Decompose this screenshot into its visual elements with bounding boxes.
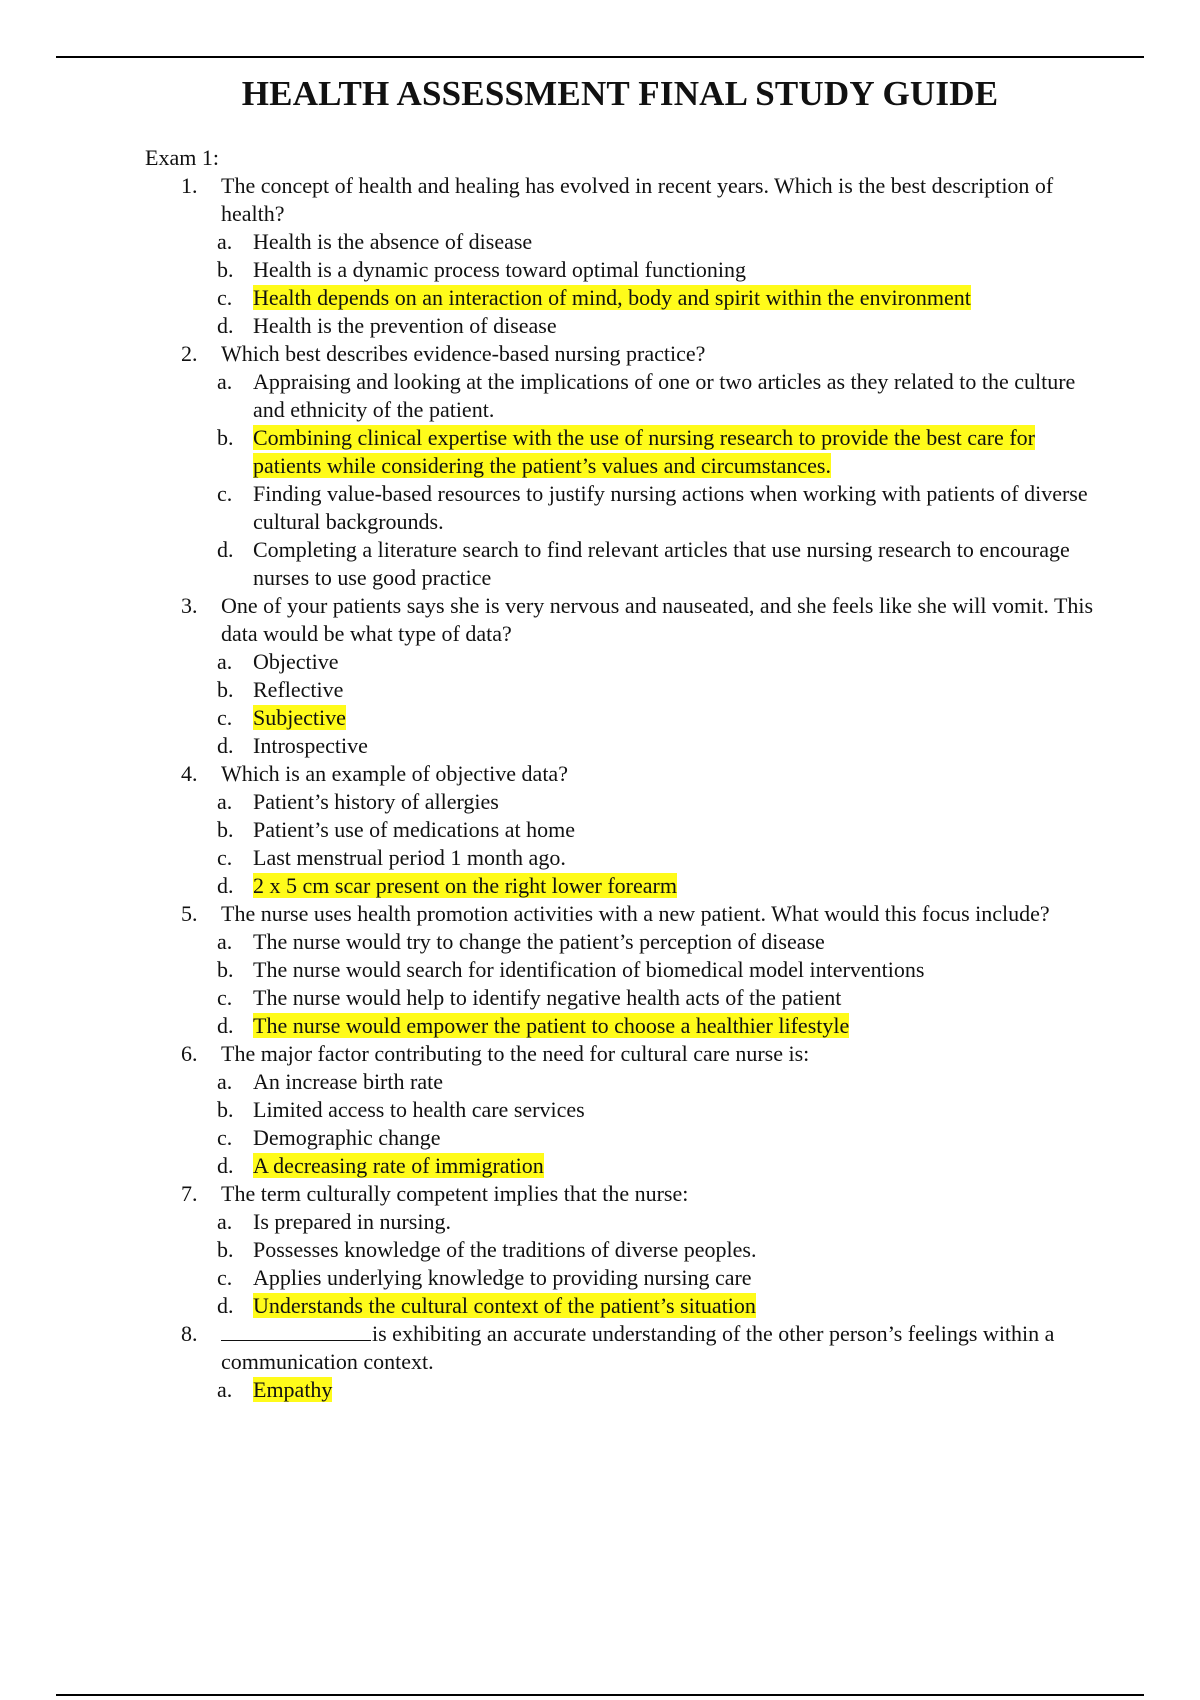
highlighted-answer: Combining clinical expertise with the use of nursing research to provide the best care for patients while considering the patient’s values and circumstances.	[253, 425, 1035, 478]
option-label: c.	[217, 845, 233, 870]
question-list	[145, 172, 1095, 1404]
option-text: Limited access to health care services	[253, 1097, 585, 1122]
answer-option	[217, 480, 1095, 536]
option-text: An increase birth rate	[253, 1069, 443, 1094]
option-text-wrap	[253, 816, 1095, 844]
question-item	[145, 760, 1095, 900]
option-text: Patient’s use of medications at home	[253, 817, 575, 842]
answer-option	[217, 816, 1095, 844]
option-label: a.	[217, 229, 233, 254]
answer-option	[217, 536, 1095, 592]
question-number: 3.	[181, 593, 198, 618]
option-label: d.	[217, 733, 234, 758]
option-label: a.	[217, 789, 233, 814]
highlighted-answer: Understands the cultural context of the patient’s situation	[253, 1293, 756, 1318]
answer-option	[217, 704, 1095, 732]
option-list	[145, 1376, 1095, 1404]
option-text-wrap	[253, 648, 1095, 676]
option-text: The nurse would help to identify negative health acts of the patient	[253, 985, 842, 1010]
option-list	[145, 788, 1095, 900]
option-label: d.	[217, 1293, 234, 1318]
answer-option	[217, 648, 1095, 676]
option-text: Last menstrual period 1 month ago.	[253, 845, 566, 870]
option-label: a.	[217, 929, 233, 954]
question-number: 2.	[181, 341, 198, 366]
answer-option	[217, 256, 1095, 284]
answer-option	[217, 1376, 1095, 1404]
question-item	[145, 340, 1095, 592]
option-label: c.	[217, 705, 233, 730]
answer-option	[217, 676, 1095, 704]
highlighted-answer: Empathy	[253, 1377, 333, 1402]
option-list	[145, 1208, 1095, 1320]
answer-option	[217, 928, 1095, 956]
answer-option	[217, 1264, 1095, 1292]
answer-option	[217, 1236, 1095, 1264]
option-text: Possesses knowledge of the traditions of diverse peoples.	[253, 1237, 757, 1262]
question-number: 1.	[181, 173, 198, 198]
question-item	[145, 592, 1095, 760]
question-item	[145, 1180, 1095, 1320]
option-text-wrap	[253, 1292, 1095, 1320]
option-text: Health is the prevention of disease	[253, 313, 557, 338]
option-text-wrap	[253, 1124, 1095, 1152]
option-text: The nurse would try to change the patient’s perception of disease	[253, 929, 825, 954]
option-text-wrap	[253, 704, 1095, 732]
answer-option	[217, 1012, 1095, 1040]
option-text: Finding value-based resources to justify nursing actions when working with patients of diverse cultural backgrounds.	[253, 481, 1088, 534]
option-text-wrap	[253, 368, 1095, 424]
option-text-wrap	[253, 676, 1095, 704]
option-text: Objective	[253, 649, 339, 674]
option-text-wrap	[253, 872, 1095, 900]
option-text: Is prepared in nursing.	[253, 1209, 451, 1234]
question-text	[221, 1320, 1095, 1376]
option-text-wrap	[253, 1376, 1095, 1404]
answer-option	[217, 788, 1095, 816]
option-text-wrap	[253, 788, 1095, 816]
option-text-wrap	[253, 1012, 1095, 1040]
answer-option	[217, 228, 1095, 256]
option-label: d.	[217, 1013, 234, 1038]
option-label: b.	[217, 957, 234, 982]
option-label: b.	[217, 817, 234, 842]
answer-option	[217, 1152, 1095, 1180]
option-text: Introspective	[253, 733, 368, 758]
question-number: 5.	[181, 901, 198, 926]
option-label: c.	[217, 1125, 233, 1150]
option-label: a.	[217, 1069, 233, 1094]
question-text-content: is exhibiting an accurate understanding of the other person’s feelings within a communication context.	[221, 1321, 1055, 1374]
option-text: Health is a dynamic process toward optimal functioning	[253, 257, 747, 282]
option-label: b.	[217, 425, 234, 450]
option-text-wrap	[253, 536, 1095, 592]
document-body	[145, 144, 1095, 1404]
question-row	[145, 172, 1095, 228]
option-label: d.	[217, 313, 234, 338]
option-label: a.	[217, 1209, 233, 1234]
question-number: 7.	[181, 1181, 198, 1206]
document-title: HEALTH ASSESSMENT FINAL STUDY GUIDE	[241, 74, 999, 113]
option-list	[145, 368, 1095, 592]
option-text-wrap	[253, 1264, 1095, 1292]
highlighted-answer: Health depends on an interaction of mind, body and spirit within the environment	[253, 285, 971, 310]
option-label: b.	[217, 1237, 234, 1262]
option-text-wrap	[253, 424, 1095, 480]
option-text-wrap	[253, 984, 1095, 1012]
option-label: c.	[217, 985, 233, 1010]
highlighted-answer: The nurse would empower the patient to choose a healthier lifestyle	[253, 1013, 850, 1038]
answer-option	[217, 872, 1095, 900]
answer-option	[217, 1068, 1095, 1096]
question-row	[145, 1180, 1095, 1208]
option-label: c.	[217, 481, 233, 506]
option-text: Patient’s history of allergies	[253, 789, 499, 814]
bottom-rule	[56, 1694, 1144, 1696]
section-label: Exam 1:	[145, 145, 219, 170]
answer-option	[217, 984, 1095, 1012]
answer-option	[217, 424, 1095, 480]
question-number: 8.	[181, 1321, 198, 1346]
question-row	[145, 592, 1095, 648]
question-text: The concept of health and healing has evolved in recent years. Which is the best description of health?	[221, 173, 1054, 226]
option-text-wrap	[253, 844, 1095, 872]
option-list	[145, 228, 1095, 340]
option-text: Health is the absence of disease	[253, 229, 533, 254]
question-item	[145, 172, 1095, 340]
question-number: 4.	[181, 761, 198, 786]
option-list	[145, 1068, 1095, 1180]
question-row	[145, 1320, 1095, 1376]
option-label: d.	[217, 537, 234, 562]
question-text: The major factor contributing to the need for cultural care nurse is:	[221, 1041, 810, 1066]
option-text-wrap	[253, 1152, 1095, 1180]
option-label: a.	[217, 649, 233, 674]
fill-in-blank	[221, 1322, 371, 1341]
option-label: d.	[217, 1153, 234, 1178]
option-label: d.	[217, 873, 234, 898]
answer-option	[217, 312, 1095, 340]
answer-option	[217, 1208, 1095, 1236]
option-text: Reflective	[253, 677, 344, 702]
answer-option	[217, 956, 1095, 984]
answer-option	[217, 1096, 1095, 1124]
option-text-wrap	[253, 956, 1095, 984]
top-rule	[56, 56, 1144, 58]
answer-option	[217, 284, 1095, 312]
option-label: c.	[217, 1265, 233, 1290]
question-row	[145, 760, 1095, 788]
option-label: b.	[217, 1097, 234, 1122]
answer-option	[217, 1124, 1095, 1152]
question-row	[145, 900, 1095, 928]
highlighted-answer: 2 x 5 cm scar present on the right lower forearm	[253, 873, 677, 898]
option-text-wrap	[253, 480, 1095, 536]
option-text-wrap	[253, 928, 1095, 956]
question-item	[145, 900, 1095, 1040]
option-text-wrap	[253, 1236, 1095, 1264]
option-label: b.	[217, 677, 234, 702]
question-text: One of your patients says she is very nervous and nauseated, and she feels like she will vomit. This data would be what type of data?	[221, 593, 1094, 646]
question-row	[145, 1040, 1095, 1068]
question-row	[145, 340, 1095, 368]
option-text: Appraising and looking at the implications of one or two articles as they related to the culture and ethnicity of the patient.	[253, 369, 1076, 422]
option-text: Demographic change	[253, 1125, 441, 1150]
option-label: a.	[217, 369, 233, 394]
option-text-wrap	[253, 1068, 1095, 1096]
answer-option	[217, 1292, 1095, 1320]
question-text: Which is an example of objective data?	[221, 761, 568, 786]
option-text-wrap	[253, 1208, 1095, 1236]
question-item	[145, 1320, 1095, 1404]
option-text: The nurse would search for identification of biomedical model interventions	[253, 957, 925, 982]
question-text: Which best describes evidence-based nursing practice?	[221, 341, 706, 366]
option-label: b.	[217, 257, 234, 282]
answer-option	[217, 368, 1095, 424]
option-text: Applies underlying knowledge to providing nursing care	[253, 1265, 752, 1290]
option-list	[145, 648, 1095, 760]
option-text-wrap	[253, 228, 1095, 256]
option-text: Completing a literature search to find relevant articles that use nursing research to encourage nurses to use good practice	[253, 537, 1070, 590]
answer-option	[217, 732, 1095, 760]
option-label: a.	[217, 1377, 233, 1402]
question-item	[145, 1040, 1095, 1180]
option-label: c.	[217, 285, 233, 310]
highlighted-answer: A decreasing rate of immigration	[253, 1153, 544, 1178]
option-text-wrap	[253, 732, 1095, 760]
question-text: The term culturally competent implies that the nurse:	[221, 1181, 689, 1206]
option-text-wrap	[253, 312, 1095, 340]
question-number: 6.	[181, 1041, 198, 1066]
option-text-wrap	[253, 284, 1095, 312]
option-text-wrap	[253, 1096, 1095, 1124]
answer-option	[217, 844, 1095, 872]
option-list	[145, 928, 1095, 1040]
option-text-wrap	[253, 256, 1095, 284]
highlighted-answer: Subjective	[253, 705, 346, 730]
question-text: The nurse uses health promotion activities with a new patient. What would this focus include?	[221, 901, 1050, 926]
